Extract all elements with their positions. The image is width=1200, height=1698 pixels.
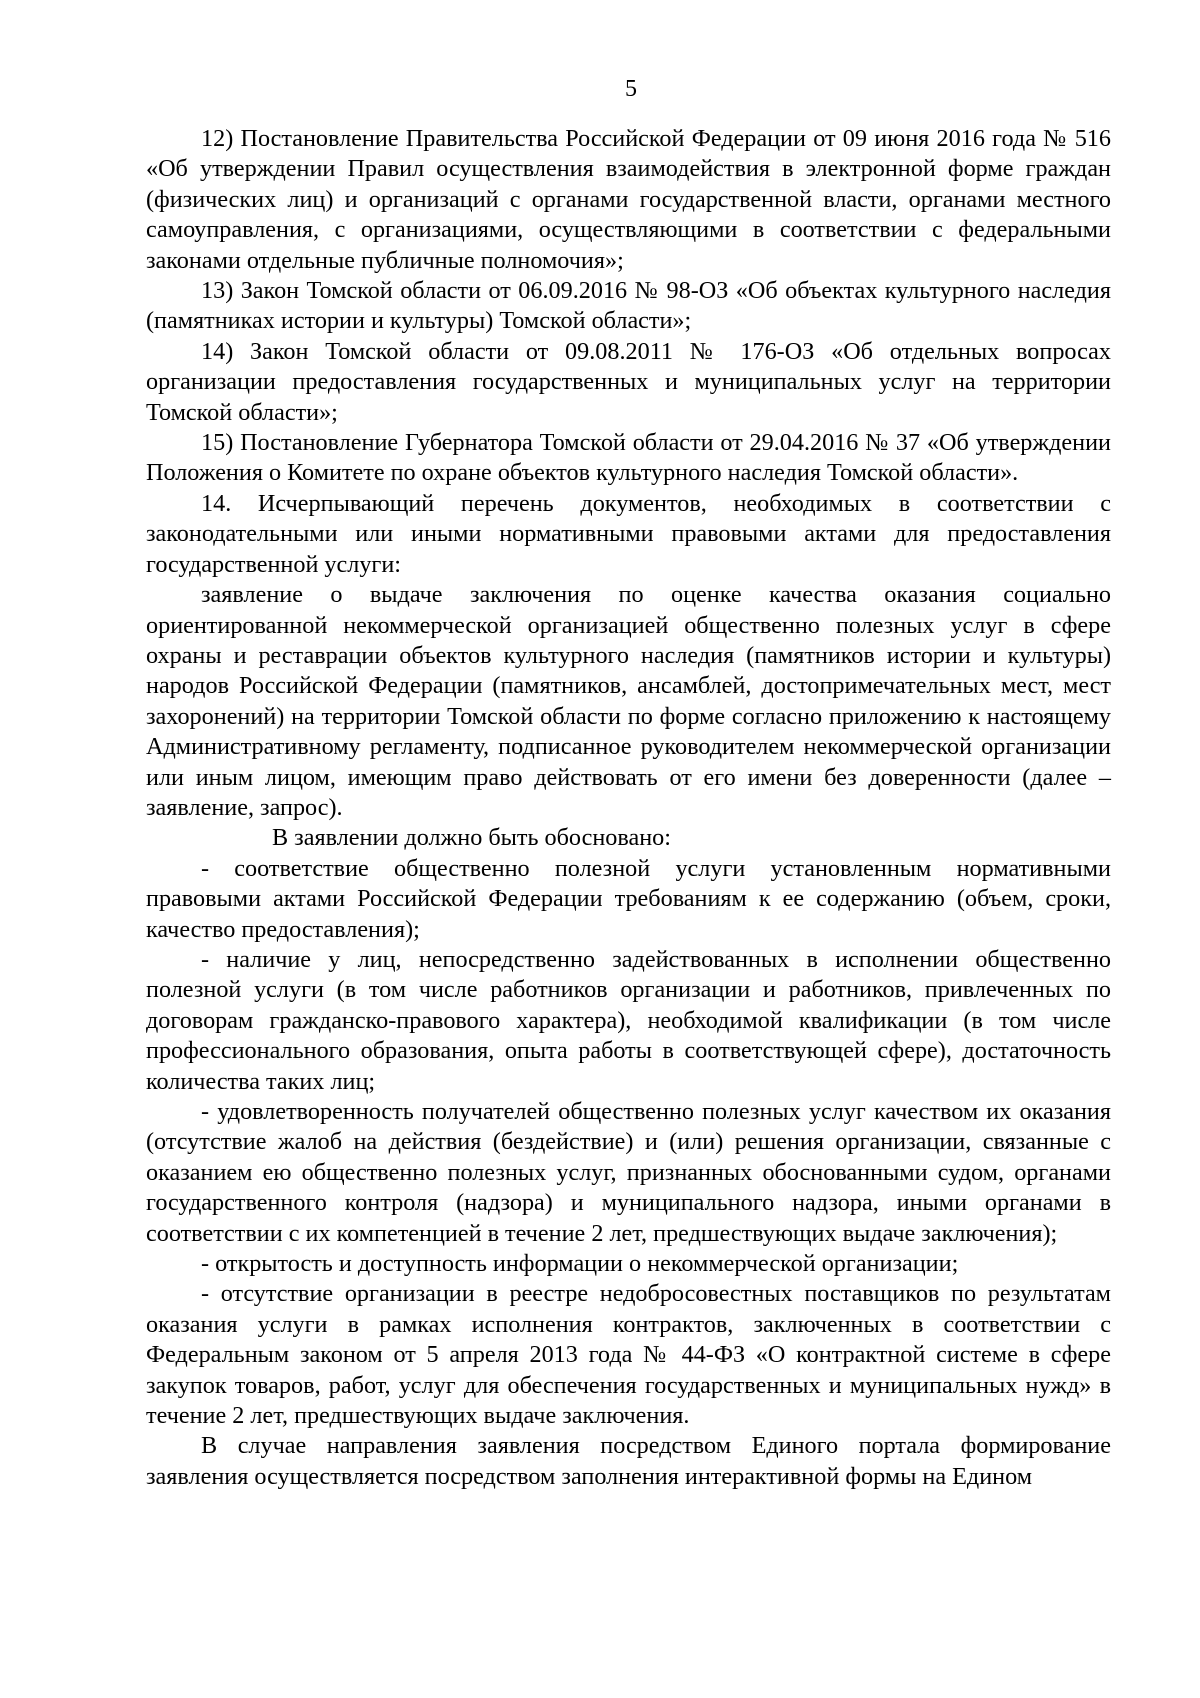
list-item-registry: - отсутствие организации в реестре недобросовестных поставщиков по результатам оказания услуги в рамках исполнения контрактов, заключенных в соответствии с Федеральным законом от 5 апреля 2013 года № 44-ФЗ «О контрактной системе в сфере закупок товаров, работ, услуг для обеспечения государственных и муниципальных нужд» в течение 2 лет, предшествующих выдаче заключения. — [146, 1280, 1111, 1430]
paragraph-legal-act-15: 15) Постановление Губернатора Томской области от 29.04.2016 № 37 «Об утверждении Положения о Комитете по охране объектов культурного наследия Томской области». — [146, 429, 1111, 487]
paragraph-legal-act-14: 14) Закон Томской области от 09.08.2011 № 176-ОЗ «Об отдельных вопросах организации предоставления государственных и муниципальных услуг на территории Томской области»; — [146, 337, 1111, 426]
paragraph-section-14: 14. Исчерпывающий перечень документов, необходимых в соответствии с законодательными или иными нормативными правовыми актами для предоставления государственной услуги: — [146, 489, 1111, 578]
list-item-compliance: - соответствие общественно полезной услуги установленным нормативными правовыми актами Российской Федерации требованиям к ее содержанию (объем, сроки, качество предоставления); — [146, 854, 1111, 943]
list-item-qualification: - наличие у лиц, непосредственно задействованных в исполнении общественно полезной услуги (в том числе работников организации и работников, привлеченных по договорам гражданско-правового характера), необходимой квалификации (в том числе профессионального образования, опыта работы в соответствующей сфере), достаточность количества таких лиц; — [146, 945, 1111, 1095]
paragraph-legal-act-13: 13) Закон Томской области от 06.09.2016 № 98-ОЗ «Об объектах культурного наследия (памятниках истории и культуры) Томской области»; — [146, 277, 1111, 335]
list-item-openness: - открытость и доступность информации о некоммерческой организации; — [201, 1250, 959, 1278]
page-number: 5 — [625, 76, 637, 102]
paragraph-justification-heading: В заявлении должно быть обосновано: — [272, 824, 671, 852]
paragraph-legal-act-12: 12) Постановление Правительства Российской Федерации от 09 июня 2016 года № 516 «Об утверждении Правил осуществления взаимодействия в электронной форме граждан (физических лиц) и организаций с органами государственной власти, органами местного самоуправления, с организациями, осуществляющими в соответствии с федеральными законами отдельные публичные полномочия»; — [146, 125, 1111, 274]
paragraph-unified-portal: В случае направления заявления посредством Единого портала формирование заявления осуществляется посредством заполнения интерактивной формы на Едином — [146, 1432, 1111, 1490]
list-item-satisfaction: - удовлетворенность получателей общественно полезных услуг качеством их оказания (отсутствие жалоб на действия (бездействие) и (или) решения организации, связанные с оказанием ею общественно полезных услуг, признанных обоснованными судом, органами государственного контроля (надзора) и муниципального надзора, иными органами в соответствии с их компетенцией в течение 2 лет, предшествующих выдаче заключения); — [146, 1098, 1111, 1247]
document-body — [146, 124, 1111, 1492]
paragraph-application-description: заявление о выдаче заключения по оценке качества оказания социально ориентированной некоммерческой организацией общественно полезных услуг в сфере охраны и реставрации объектов культурного наследия (памятников истории и культуры) народов Российской Федерации (памятников, ансамблей, достопримечательных мест, мест захоронений) на территории Томской области по форме согласно приложению к настоящему Административному регламенту, подписанное руководителем некоммерческой организации или иным лицом, имеющим право действовать от его имени без доверенности (далее – заявление, запрос). — [146, 581, 1111, 821]
